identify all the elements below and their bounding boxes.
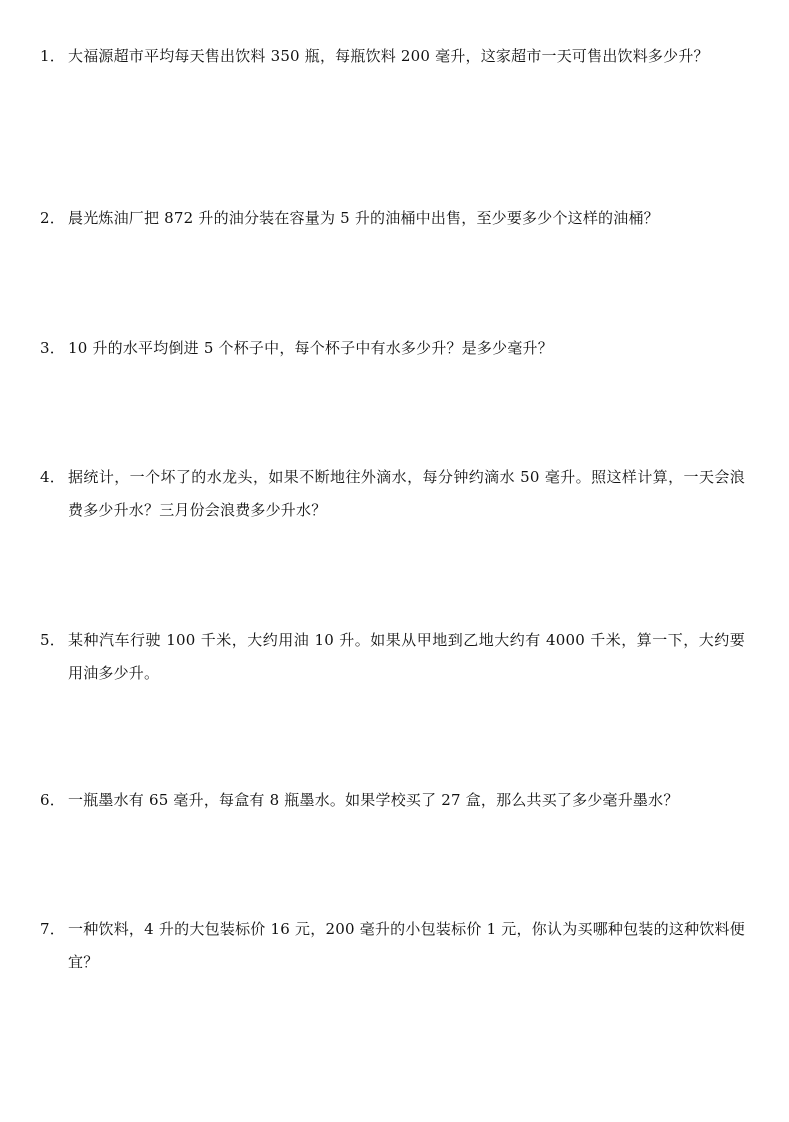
problem-number: 1． — [40, 47, 65, 65]
problem-4 — [40, 461, 745, 527]
problem-number: 4． — [40, 468, 65, 486]
problem-text: 一瓶墨水有 65 毫升，每盒有 8 瓶墨水。如果学校买了 27 盒，那么共买了多少毫升墨水？ — [68, 791, 679, 809]
problem-number: 6． — [40, 791, 65, 809]
problem-7 — [40, 913, 745, 979]
problem-5 — [40, 624, 745, 690]
problem-number: 7． — [40, 920, 65, 938]
problem-6 — [40, 784, 745, 817]
problem-number: 2． — [40, 209, 65, 227]
problem-number: 3． — [40, 339, 65, 357]
problem-number: 5． — [40, 631, 65, 649]
problem-1 — [40, 40, 745, 73]
problem-2 — [40, 202, 745, 235]
problem-text: 10 升的水平均倒进 5 个杯子中，每个杯子中有水多少升？是多少毫升？ — [68, 339, 553, 357]
problem-text: 据统计，一个坏了的水龙头，如果不断地往外滴水，每分钟约滴水 50 毫升。照这样计算，一天会浪费多少升水？三月份会浪费多少升水？ — [68, 468, 745, 519]
problem-text: 大福源超市平均每天售出饮料 350 瓶，每瓶饮料 200 毫升，这家超市一天可售出饮料多少升？ — [68, 47, 709, 65]
problem-3 — [40, 332, 745, 365]
problem-text: 某种汽车行驶 100 千米，大约用油 10 升。如果从甲地到乙地大约有 4000 千米，算一下，大约要用油多少升。 — [68, 631, 745, 682]
problem-text: 一种饮料，4 升的大包装标价 16 元，200 毫升的小包装标价 1 元，你认为买哪种包装的这种饮料便宜？ — [68, 920, 745, 971]
problem-text: 晨光炼油厂把 872 升的油分装在容量为 5 升的油桶中出售，至少要多少个这样的油桶？ — [68, 209, 659, 227]
